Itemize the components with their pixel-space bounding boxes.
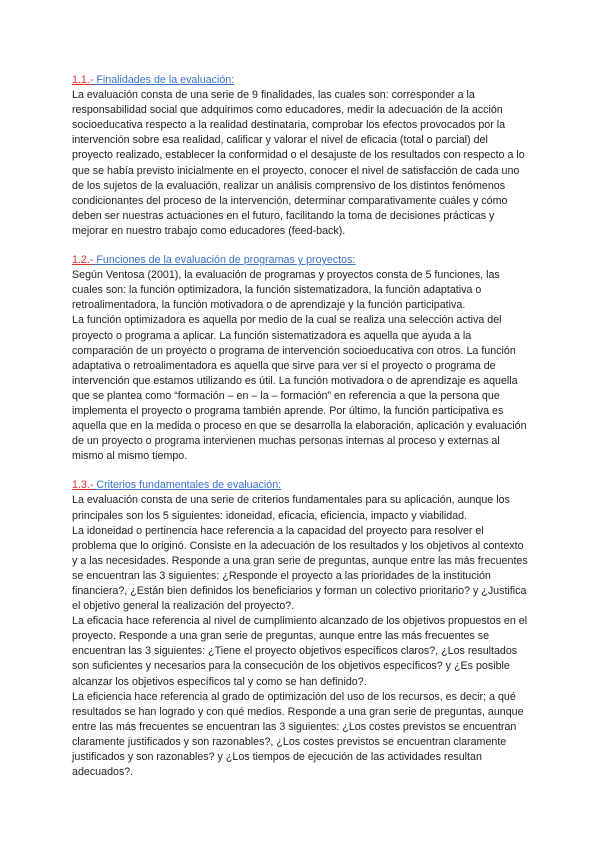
paragraph: La eficiencia hace referencia al grado de optimización del uso de los recursos, es decir; a qué resultados se han logrado y con qué medios. Responde a una gran serie de preguntas, aunque entre las más frecuentes se encuentran las 3 siguientes: ¿Los costes previstos se encuentran claramente justificados y son razonables?, ¿Los costes previstos se encuentran claramente justificados y son razonables? y ¿Los tiempos de ejecución de las actividades resultan adecuados?.	[72, 690, 524, 779]
section-number: 1.1.-	[72, 74, 94, 86]
paragraph: La función optimizadora es aquella por medio de la cual se realiza una selección activa del proyecto o programa a aplicar. La función sistematizadora es aquella que ayuda a la comparación de un proyecto o programa de intervención socioeducativa con otros. La función adaptativa o retroalimentadora es aquella que sirve para ver si el proyecto o programa de intervención que estamos utilizando es útil. La función motivadora o de aprendizaje es aquella que se plantea como “formación – en – la – formación” en referencia a que la persona que implementa el proyecto o programa también aprende. Por último, la función participativa es aquella que en la medida o proceso en que se desarrolla la elaboración, aplicación y evaluación de un proyecto o programa intervienen muchas personas internas al proceso y externas al mismo al mismo tiempo.	[72, 314, 527, 463]
paragraph: Según Ventosa (2001), la evaluación de programas y proyectos consta de 5 funciones, las cuales son: la función optimizadora, la función sistematizadora, la función adaptativa o retroalimentadora, la función motivadora o de aprendizaje y la función participativa.	[72, 269, 500, 312]
section-title: Finalidades de la evaluación:	[93, 74, 235, 86]
section-number: 1.2.-	[72, 254, 94, 267]
section-funciones	[72, 253, 530, 464]
paragraph: La evaluación consta de una serie de criterios fundamentales para su aplicación, aunque los principales son los 5 siguientes: idoneidad, eficacia, eficiencia, impacto y viabilidad.	[72, 494, 510, 522]
section-criterios	[72, 478, 530, 780]
paragraph: La idoneidad o pertinencia hace referencia a la capacidad del proyecto para resolver el problema que lo originó. Consiste en la adecuación de los resultados y los objetivos al contexto y a las necesidades. Responde a una gran serie de preguntas, aunque entre las más frecuentes se encuentran las 3 siguientes: ¿Responde el proyecto a las prioridades de la institución financiera?, ¿Están bien definidos los beneficiarios y forman un colectivo prioritario? y ¿Justifica el objetivo general la realización del proyecto?.	[72, 524, 528, 613]
section-heading	[72, 478, 530, 493]
section-finalidades	[72, 73, 530, 239]
paragraph: La eficacia hace referencia al nivel de cumplimiento alcanzado de los objetivos propuestos en el proyecto. Responde a una gran serie de preguntas, aunque entre las más frecuentes se encuentran las 3 siguientes: ¿Tiene el proyecto objetivos específicos claros?, ¿Los resultados son suficientes y necesarios para la consecución de los objetivos específicos? y ¿Es posible alcanzar los objetivos específicos tal y como se han definido?.	[72, 615, 528, 688]
section-number: 1.3.-	[72, 479, 94, 492]
document-page	[72, 73, 530, 794]
section-title: Funciones de la evaluación de programas y proyectos:	[93, 254, 356, 267]
section-heading	[72, 253, 530, 268]
paragraph: La evaluación consta de una serie de 9 finalidades, las cuales son: corresponder a la responsabilidad social que adquirimos como educadores, medir la adecuación de la acción socioeducativa respecto a la realidad destinataria, comprobar los efectos provocados por la intervención sobre esa realidad, calificar y valorar el nivel de eficacia (total o parcial) del proyecto realizado, establecer la conformidad o el desajuste de los resultados con respecto a lo que se había previsto inicialmente en el proyecto, conocer el nivel de satisfacción de cada uno de los sujetos de la evaluación, realizar un análisis comprensivo de los distintos fenómenos condicionantes del proceso de la intervención, determinar comparativamente cuáles y cómo deben ser nuestras actuaciones en el futuro, facilitando la toma de decisiones prácticas y mejorar en nuestro trabajo como educadores (feed-back).	[72, 89, 525, 237]
section-heading	[72, 73, 530, 88]
section-title: Criterios fundamentales de evaluación:	[93, 479, 282, 492]
